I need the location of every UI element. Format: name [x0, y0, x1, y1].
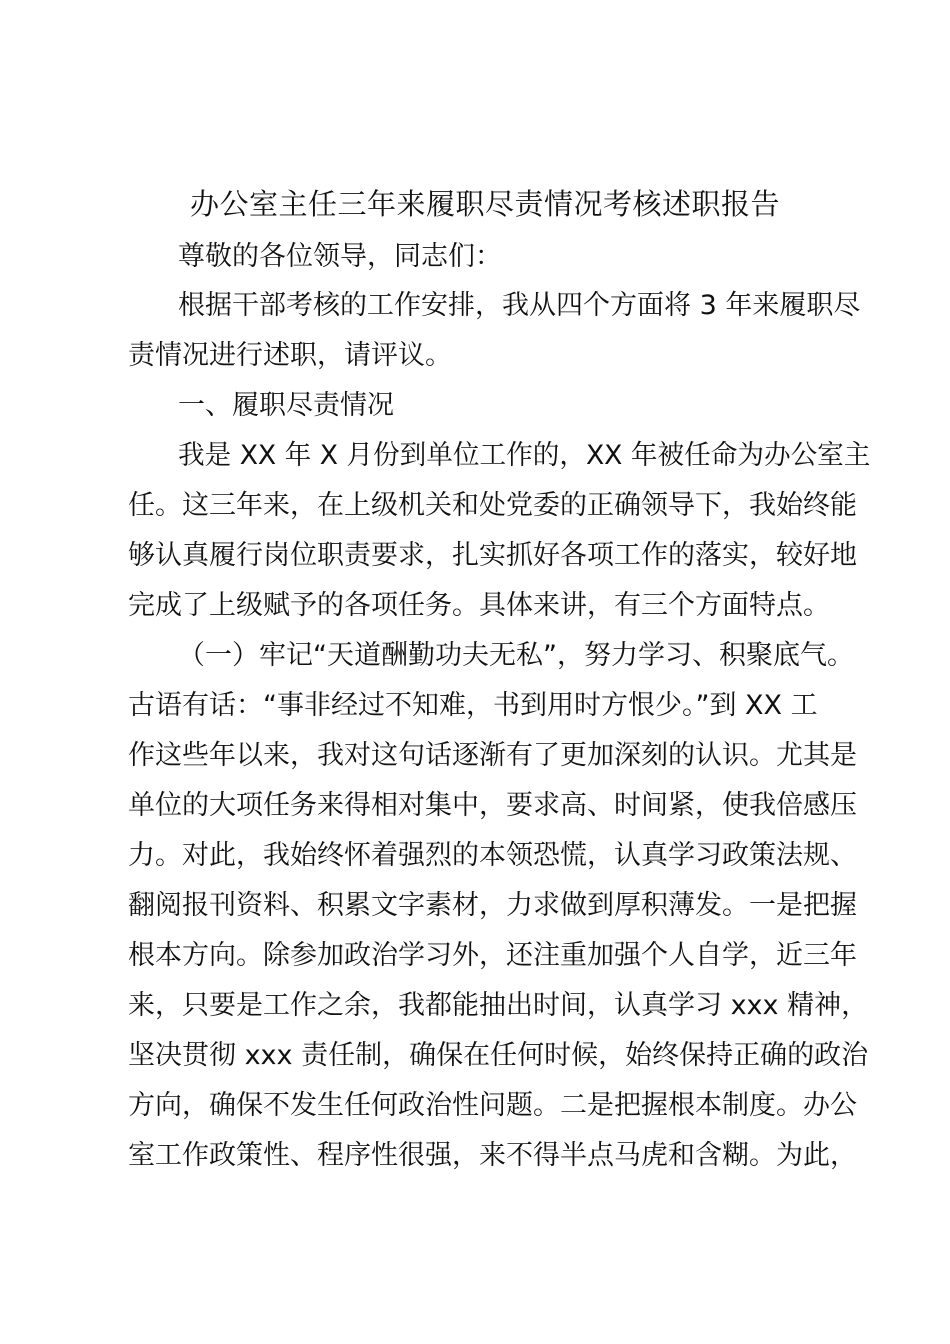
subsection-1-line-2: 古语有话：“事非经过不知难，书到用时方恨少。”到 XX 工 — [128, 690, 818, 721]
salutation: 尊敬的各位领导，同志们： — [178, 241, 502, 272]
section-1-line-4: 完成了上级赋予的各项任务。具体来讲，有三个方面特点。 — [128, 590, 830, 621]
subsection-1-line-10: 方向，确保不发生任何政治性问题。二是把握根本制度。办公 — [128, 1090, 857, 1121]
section-1-line-1: 我是 XX 年 X 月份到单位工作的，XX 年被任命为办公室主 — [178, 440, 871, 471]
subsection-1-line-4: 单位的大项任务来得相对集中，要求高、时间紧，使我倍感压 — [128, 790, 857, 821]
section-1-line-3: 够认真履行岗位职责要求，扎实抓好各项工作的落实，较好地 — [128, 540, 857, 571]
section-1-heading: 一、履职尽责情况 — [178, 390, 394, 421]
subsection-1-line-6: 翻阅报刊资料、积累文字素材，力求做到厚积薄发。一是把握 — [128, 890, 857, 921]
intro-line-2: 责情况进行述职，请评议。 — [128, 340, 452, 371]
subsection-1-line-9: 坚决贯彻 xxx 责任制，确保在任何时候，始终保持正确的政治 — [128, 1040, 869, 1071]
subsection-1-line-5: 力。对此，我始终怀着强烈的本领恐慌，认真学习政策法规、 — [128, 840, 857, 871]
document-title: 办公室主任三年来履职尽责情况考核述职报告 — [190, 187, 781, 221]
subsection-1-line-3: 作这些年以来，我对这句话逐渐有了更加深刻的认识。尤其是 — [128, 740, 857, 771]
subsection-1-line-7: 根本方向。除参加政治学习外，还注重加强个人自学，近三年 — [128, 940, 857, 971]
subsection-1-line-11: 室工作政策性、程序性很强，来不得半点马虎和含糊。为此， — [128, 1140, 857, 1171]
intro-line-1: 根据干部考核的工作安排，我从四个方面将 3 年来履职尽 — [178, 290, 861, 321]
section-1-line-2: 任。这三年来，在上级机关和处党委的正确领导下，我始终能 — [128, 490, 857, 521]
subsection-1-line-8: 来，只要是工作之余，我都能抽出时间，认真学习 xxx 精神， — [128, 990, 869, 1021]
subsection-1-line-1: （一）牢记“天道酬勤功夫无私”，努力学习、积聚底气。 — [178, 640, 854, 671]
